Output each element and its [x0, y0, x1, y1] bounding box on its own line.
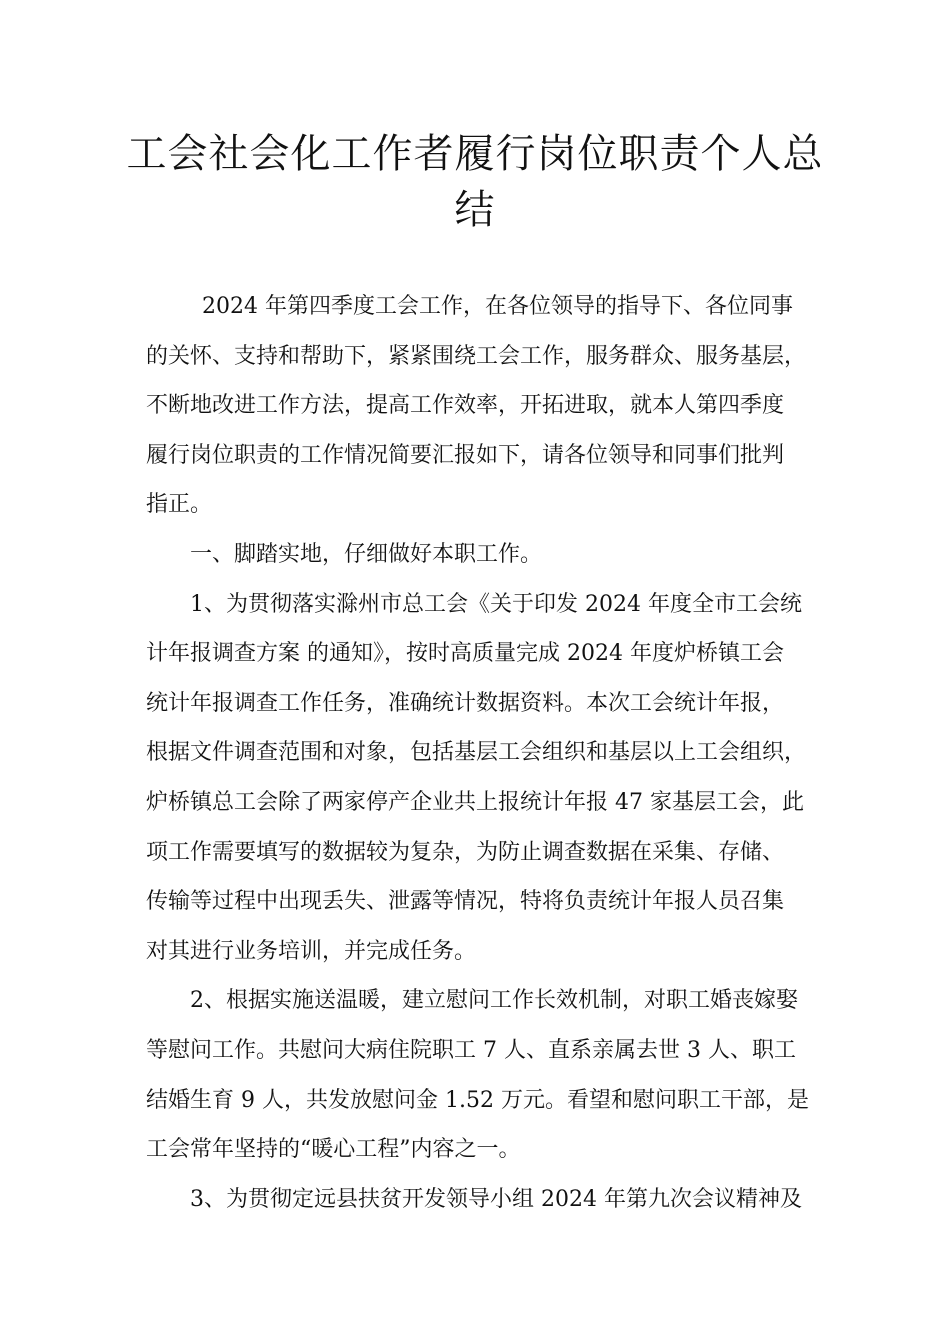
title-line-2: 结	[454, 187, 496, 233]
text-line: 统计年报调查工作任务，准确统计数据资料。本次工会统计年报，	[146, 690, 785, 716]
text-line: 3、为贯彻定远县扶贫开发领导小组 2024 年第九次会议精神及	[190, 1186, 802, 1212]
section-heading-1	[146, 530, 826, 580]
text-line: 传输等过程中出现丢失、泄露等情况，特将负责统计年报人员召集	[146, 889, 785, 915]
text-line: 等慰问工作。共慰问大病住院职工 7 人、直系亲属去世 3 人、职工	[146, 1037, 796, 1063]
document-body	[146, 282, 826, 1224]
text-line: 指正。	[146, 492, 213, 518]
text-line: 2024 年第四季度工会工作，在各位领导的指导下、各位同事	[202, 294, 793, 319]
text-line: 一、脚踏实地，仔细做好本职工作。	[190, 541, 543, 567]
text-line: 1、为贯彻落实滁州市总工会《关于印发 2024 年度全市工会统	[190, 591, 802, 617]
text-line: 对其进行业务培训，并完成任务。	[146, 938, 477, 964]
paragraph-intro	[146, 282, 826, 530]
text-line: 的关怀、支持和帮助下，紧紧围绕工会工作，服务群众、服务基层，	[146, 343, 807, 369]
text-line: 项工作需要填写的数据较为复杂，为防止调查数据在采集、存储、	[146, 839, 785, 865]
text-line: 根据文件调查范围和对象，包括基层工会组织和基层以上工会组织，	[146, 740, 807, 766]
document-title	[120, 126, 830, 238]
paragraph-item-3	[146, 1175, 826, 1225]
paragraph-item-2	[146, 976, 826, 1174]
text-line: 计年报调查方案 的通知》，按时高质量完成 2024 年度炉桥镇工会	[146, 641, 784, 667]
text-line: 2、根据实施送温暖，建立慰问工作长效机制，对职工婚丧嫁娶	[190, 988, 798, 1014]
text-line: 炉桥镇总工会除了两家停产企业共上报统计年报 47 家基层工会，此	[146, 789, 804, 815]
title-line-1: 工会社会化工作者履行岗位职责个人总	[126, 131, 824, 177]
text-line: 工会常年坚持的“暖心工程”内容之一。	[146, 1137, 521, 1163]
text-line: 结婚生育 9 人，共发放慰问金 1.52 万元。看望和慰问职工干部，是	[146, 1087, 809, 1113]
text-line: 履行岗位职责的工作情况简要汇报如下，请各位领导和同事们批判	[146, 442, 785, 468]
paragraph-item-1	[146, 580, 826, 977]
text-line: 不断地改进工作方法，提高工作效率，开拓进取，就本人第四季度	[146, 393, 785, 419]
